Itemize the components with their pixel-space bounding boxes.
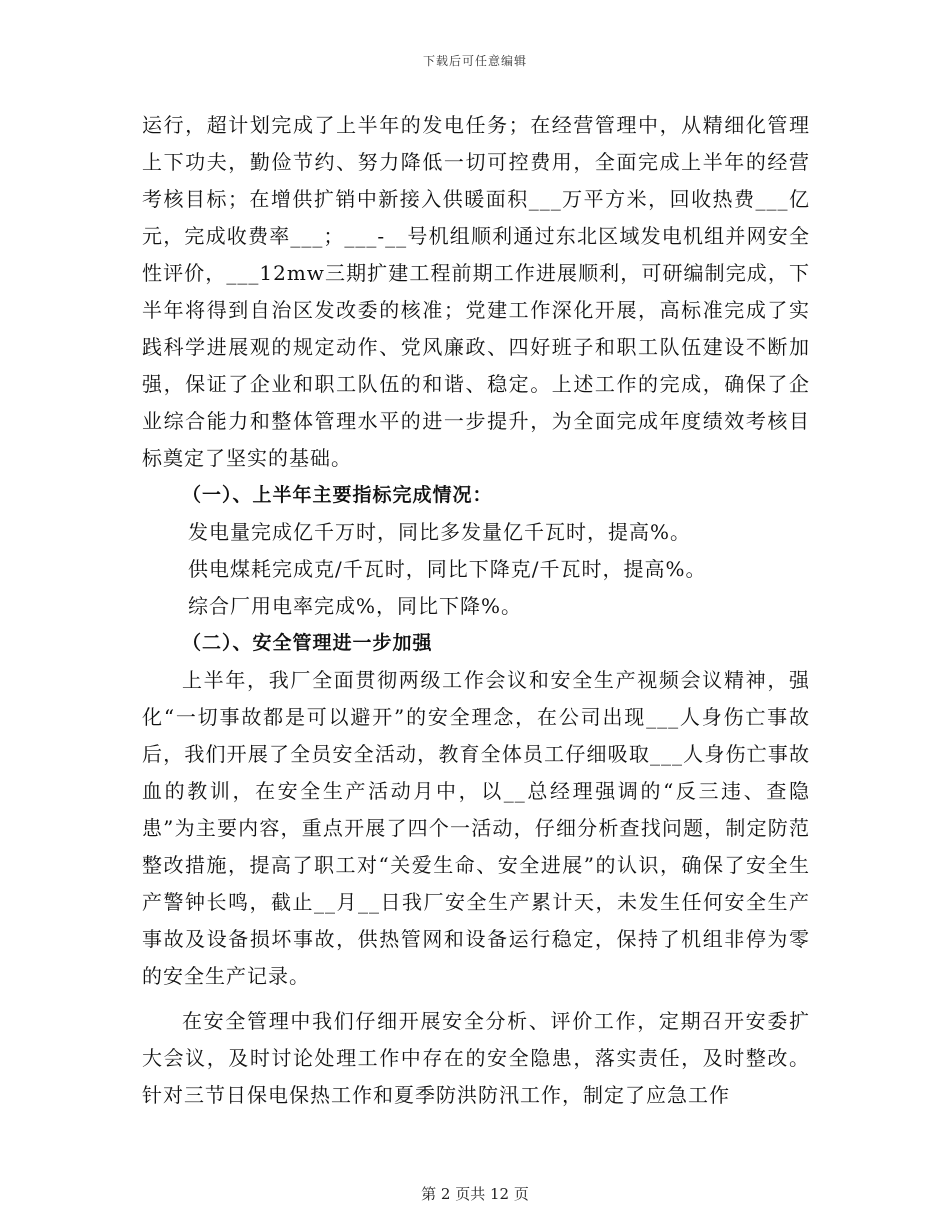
- paragraph-gap: [142, 995, 810, 1003]
- page-footer: 第 2 页共 12 页: [421, 1185, 529, 1203]
- paragraph-safety-first-half: 上半年，我厂全面贯彻两级工作会议和安全生产视频会议精神，强化“一切事故都是可以避开”的安全理念，在公司出现___人身伤亡事故后，我们开展了全员安全活动，教育全体员工仔细吸取___人身伤亡事故血的教训，在安全生产活动月中，以__总经理强调的“反三违、查隐患”为主要内容，重点开展了四个一活动，仔细分析查找问题，制定防范整改措施，提高了职工对“关爱生命、安全进展”的认识，确保了安全生产警钟长鸣，截止__月__日我厂安全生产累计天，未发生任何安全生产事故及设备损坏事故，供热管网和设备运行稳定，保持了机组非停为零的安全生产记录。: [142, 668, 810, 988]
- section-heading-main-indicators: （一）、上半年主要指标完成情况：: [182, 484, 493, 506]
- metric-coal-consumption: 供电煤耗完成克/千瓦时，同比下降克/千瓦时，提高%。: [188, 557, 707, 581]
- metric-power-generation: 发电量完成亿千万时，同比多发量亿千瓦时，提高%。: [188, 520, 692, 544]
- document-body: [142, 107, 810, 1114]
- metric-plant-electricity-rate: 综合厂用电率完成%，同比下降%。: [188, 594, 523, 618]
- page-header: 下载后可任意编辑: [422, 54, 527, 68]
- paragraph-safety-analysis: 在安全管理中我们仔细开展安全分析、评价工作，定期召开安委扩大会议，及时讨论处理工作中存在的安全隐患，落实责任，及时整改。针对三节日保电保热工作和夏季防洪防汛工作，制定了应急工作: [142, 1009, 810, 1107]
- paragraph-operations-summary: 运行，超计划完成了上半年的发电任务；在经营管理中，从精细化管理上下功夫，勤俭节约、努力降低一切可控费用，全面完成上半年的经营考核目标；在增供扩销中新接入供暖面积___万平方米，回收热费___亿元，完成收费率___；___-__号机组顺利通过东北区域发电机组并网安全性评价，___12mw三期扩建工程前期工作进展顺利，可研编制完成，下半年将得到自治区发改委的核准；党建工作深化开展，高标准完成了实践科学进展观的规定动作、党风廉政、四好班子和职工队伍建设不断加强，保证了企业和职工队伍的和谐、稳定。上述工作的完成，确保了企业综合能力和整体管理水平的进一步提升，为全面完成年度绩效考核目标奠定了坚实的基础。: [142, 113, 810, 470]
- section-heading-safety-management: （二）、安全管理进一步加强: [182, 632, 433, 654]
